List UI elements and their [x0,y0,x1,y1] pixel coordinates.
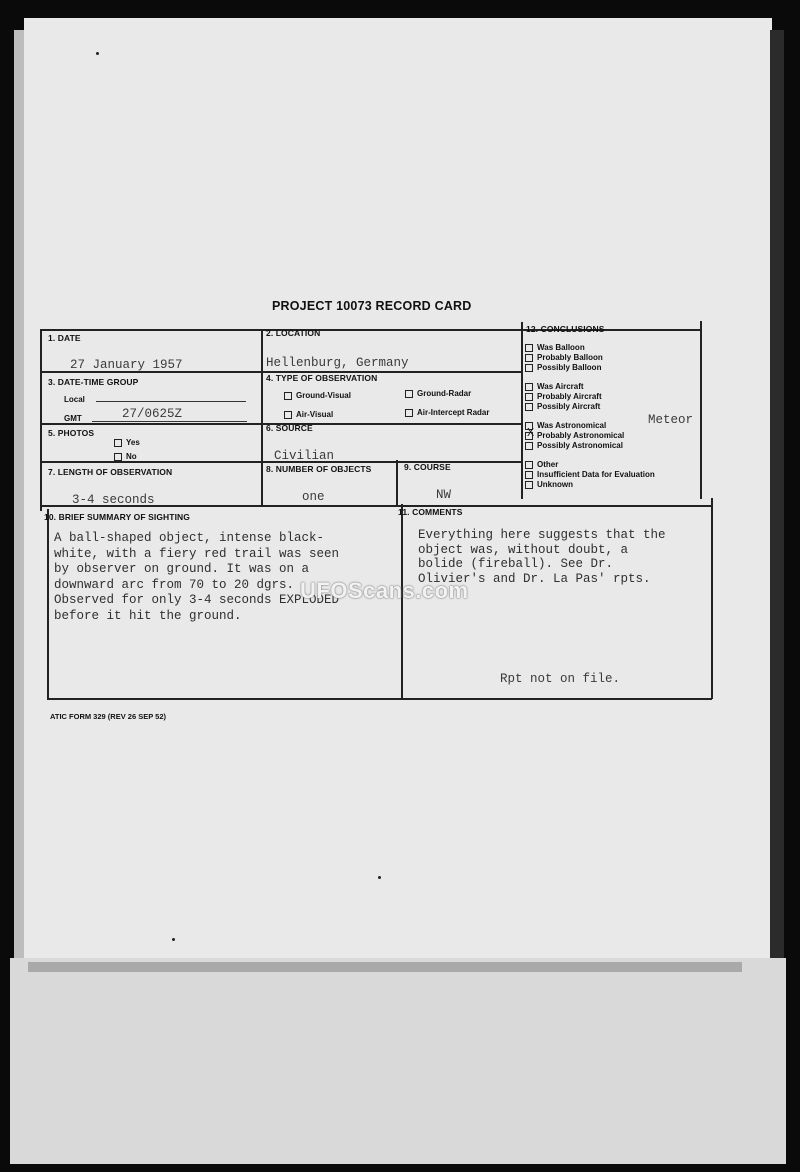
checkbox-icon [284,392,292,400]
frame-right-upper [700,321,702,499]
length-value: 3-4 seconds [72,493,155,507]
option-ground-visual: Ground-Visual [284,391,351,400]
summary-line: Observed for only 3-4 seconds EXPLODED [54,593,340,607]
course-value: NW [436,488,452,502]
page-right-edge [770,30,784,970]
frame-bottom [47,698,712,700]
type-of-observation-label: 4. TYPE OF OBSERVATION [266,373,378,383]
conclusion-other: Other [525,460,558,469]
checkbox-icon [525,383,533,391]
option-air-intercept-radar: Air-Intercept Radar [405,408,489,417]
photos-yes: Yes [114,438,140,447]
watermark: UFOScans.com [300,578,469,603]
comments-label: 11. COMMENTS [398,507,463,517]
conclusions-label: 12. CONCLUSIONS [526,324,605,334]
gmt-label: GMT [64,414,82,423]
col-divider-1 [261,329,263,506]
frame-right-lower [711,498,713,699]
checkbox-icon [405,390,413,398]
comments-line: bolide (fireball). See Dr. [418,557,614,571]
conclusion-probably-balloon: Probably Balloon [525,353,603,362]
scan-speck [96,52,99,55]
option-ground-radar: Ground-Radar [405,389,471,398]
checkbox-icon [525,403,533,411]
source-label: 6. SOURCE [266,423,313,433]
date-value: 27 January 1957 [70,358,183,372]
location-label: 2. LOCATION [266,328,321,338]
handwritten-note-meteor: Meteor [648,413,694,427]
page-left-edge [14,30,24,960]
form-footer: ATIC FORM 329 (REV 26 SEP 52) [50,712,167,721]
local-blank [96,401,246,402]
length-label: 7. LENGTH OF OBSERVATION [48,467,173,477]
gmt-blank [92,421,247,422]
col-divider-2 [521,322,523,499]
conclusion-possibly-astronomical: Possibly Astronomical [525,441,623,450]
number-of-objects-value: one [302,490,325,504]
course-label: 9. COURSE [404,462,451,472]
conclusion-possibly-aircraft: Possibly Aircraft [525,402,600,411]
summary-label: 10. BRIEF SUMMARY OF SIGHTING [44,512,190,522]
check-mark-x: X [527,426,535,440]
location-value: Hellenburg, Germany [266,356,409,370]
checkbox-icon [114,453,122,461]
col-divider-3 [396,460,398,506]
record-card-sheet [24,18,772,964]
checkbox-icon [525,442,533,450]
checkbox-icon [525,461,533,469]
checkbox-icon [405,409,413,417]
underlying-page [10,958,786,1164]
conclusion-insufficient-data: Insufficient Data for Evaluation [525,470,655,479]
comments-line: Olivier's and Dr. La Pas' rpts. [418,571,651,586]
checkbox-icon [114,439,122,447]
checkbox-icon [525,393,533,401]
date-label: 1. DATE [48,333,81,343]
conclusion-possibly-balloon: Possibly Balloon [525,363,601,372]
scan-speck [172,938,175,941]
comments-line: object was, without doubt, a [418,542,629,557]
summary-line: before it hit the ground. [54,608,242,623]
summary-line: A ball-shaped object, intense black- [54,531,325,545]
page-shadow-strip [28,962,742,972]
checkbox-icon [284,411,292,419]
gmt-value: 27/0625Z [122,407,183,421]
source-value: Civilian [274,449,335,463]
conclusion-probably-astronomical: Probably Astronomical [525,431,624,440]
comments-note: Rpt not on file. [500,672,621,686]
conclusion-was-aircraft: Was Aircraft [525,382,584,391]
conclusion-probably-aircraft: Probably Aircraft [525,392,602,401]
datetime-group-label: 3. DATE-TIME GROUP [48,377,139,387]
checkbox-icon [525,364,533,372]
checkbox-icon [525,354,533,362]
photos-label: 5. PHOTOS [48,428,95,438]
checkbox-icon [525,481,533,489]
local-label: Local [64,395,85,404]
comments-line: Everything here suggests that the [418,528,666,542]
summary-line: downward arc from 70 to 20 dgrs. [54,577,295,592]
option-air-visual: Air-Visual [284,410,333,419]
photos-no: No [114,452,137,461]
scan-speck [378,876,381,879]
summary-line: by observer on ground. It was on a [54,562,310,576]
summary-line: white, with a fiery red trail was seen [54,546,340,561]
card-title: PROJECT 10073 RECORD CARD [272,299,472,313]
frame-left-upper [40,329,42,511]
checkbox-icon [525,344,533,352]
checkbox-icon [525,471,533,479]
conclusion-was-astronomical: Was Astronomical [525,421,606,430]
conclusion-unknown: Unknown [525,480,573,489]
conclusion-was-balloon: Was Balloon [525,343,585,352]
frame-left-lower [47,509,49,699]
number-of-objects-label: 8. NUMBER OF OBJECTS [266,464,372,474]
